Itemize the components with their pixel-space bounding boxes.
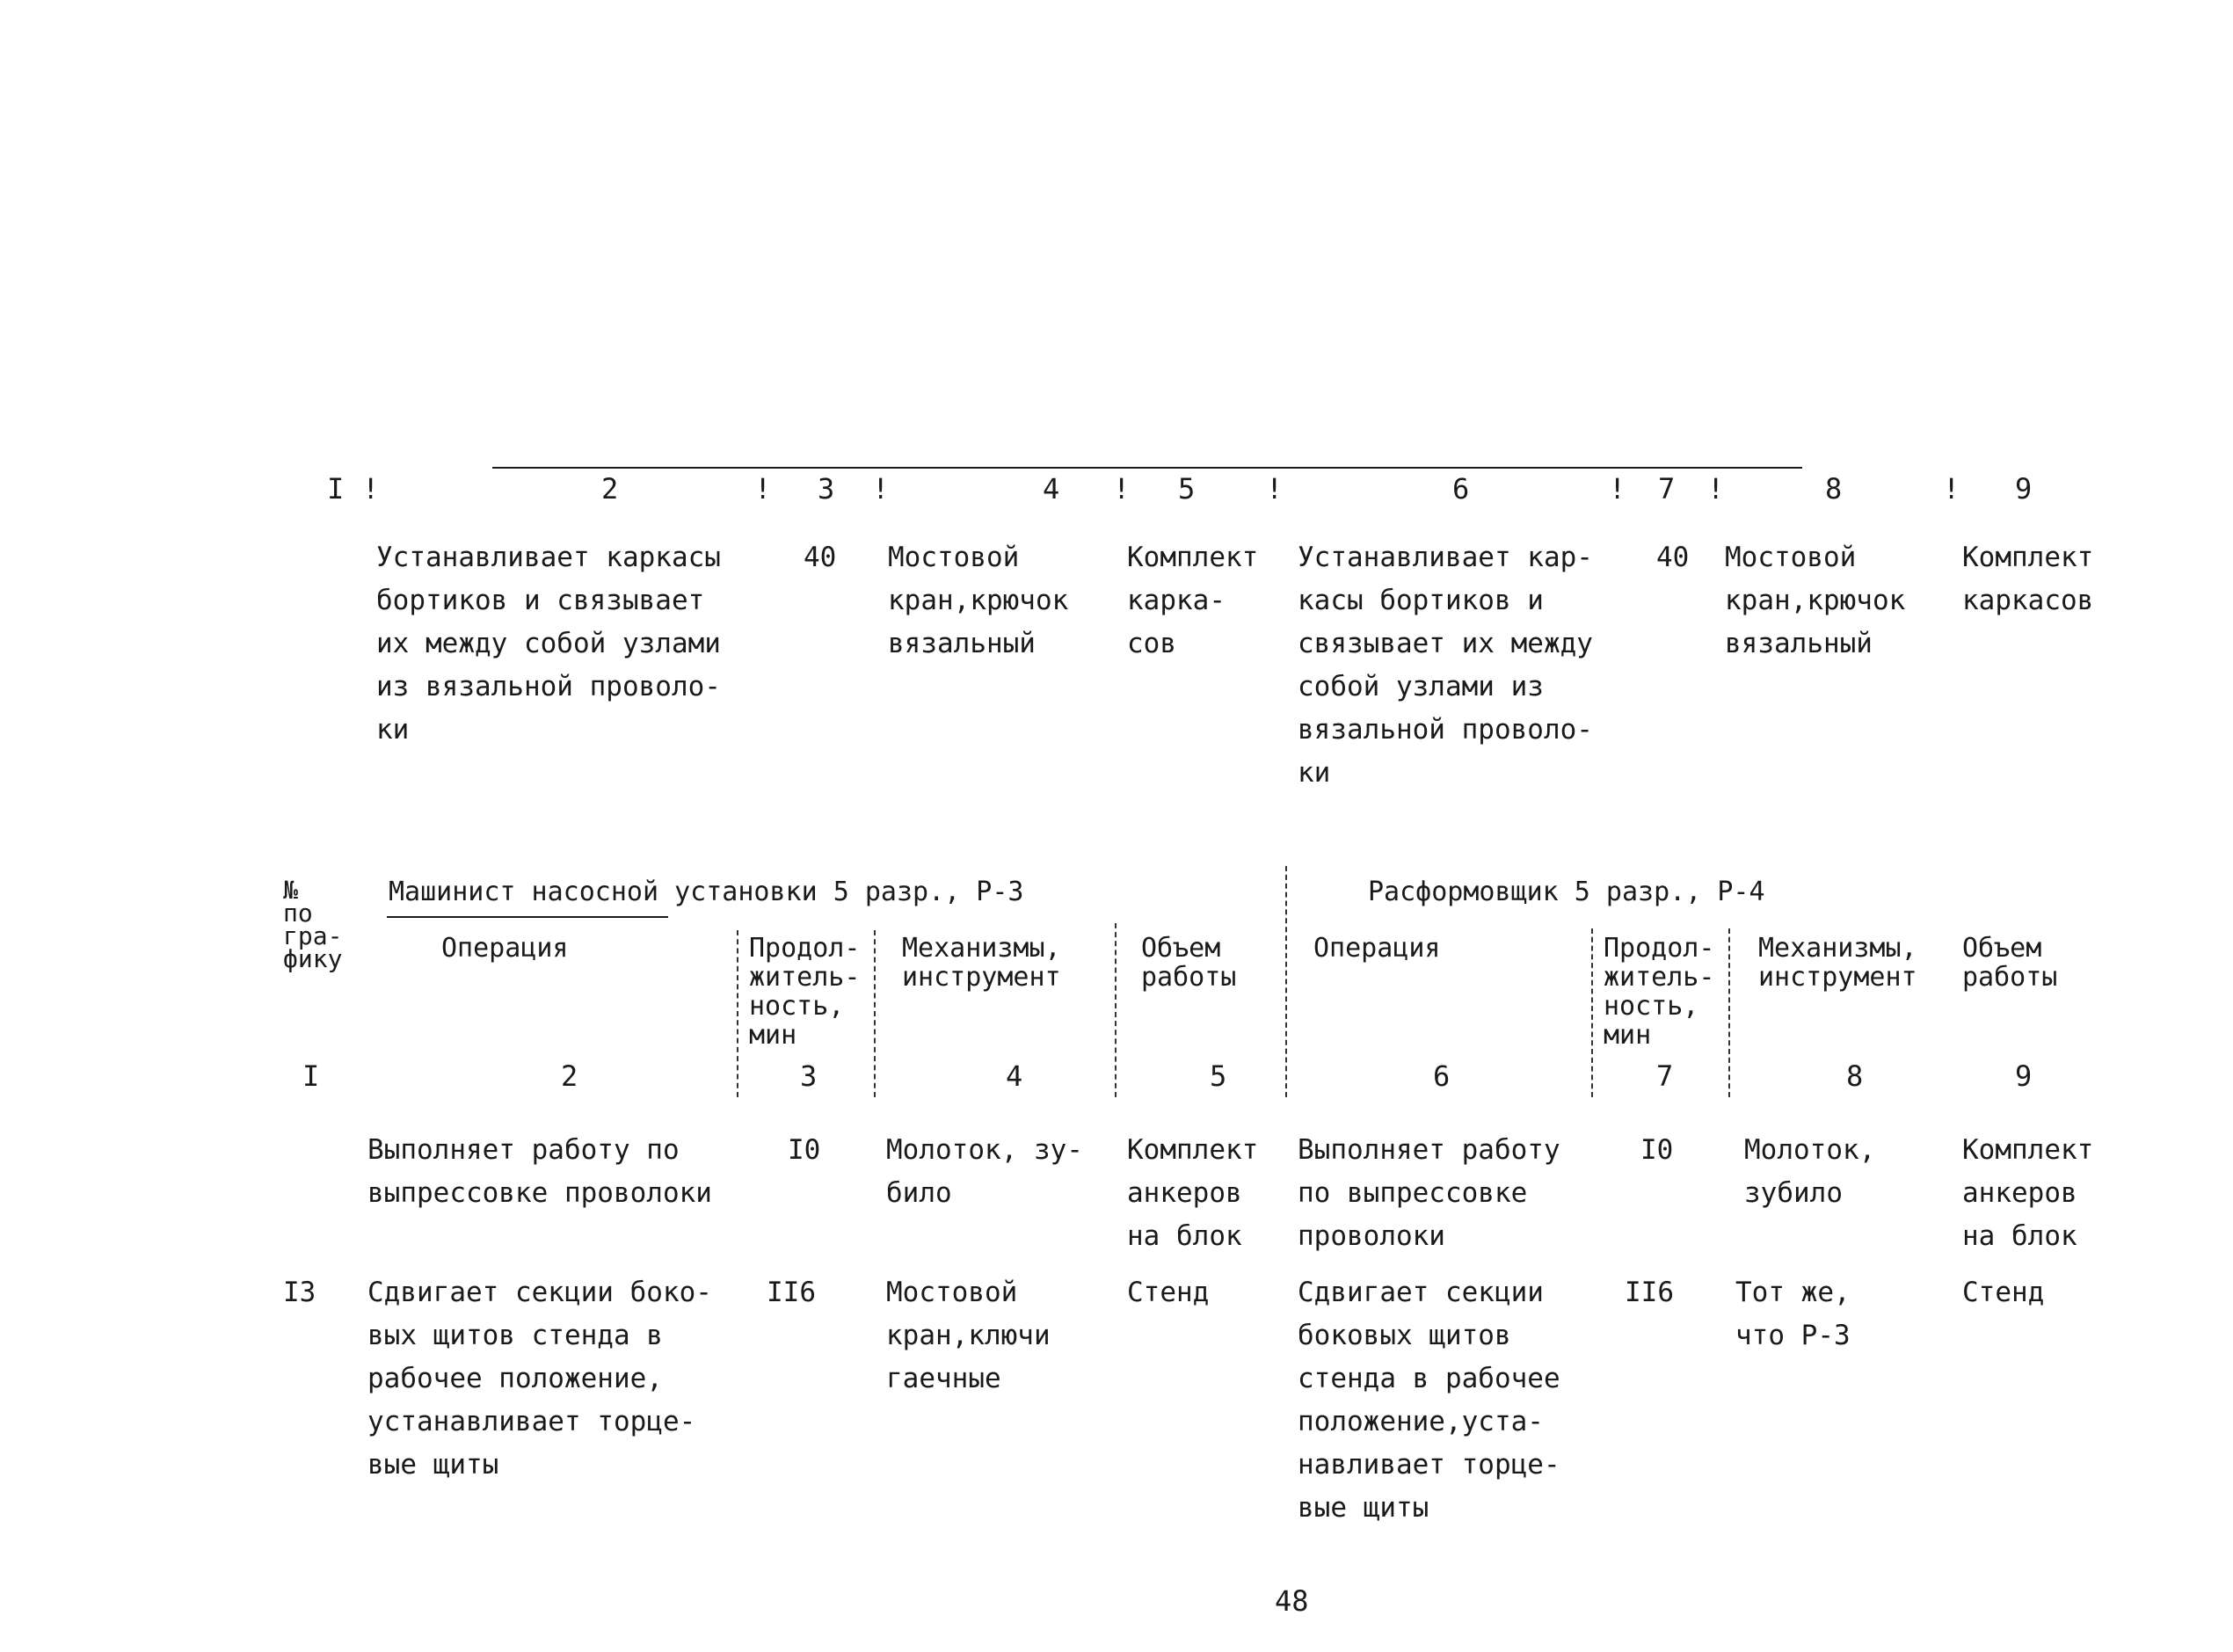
col-num-8: 8	[1846, 1059, 1864, 1093]
col-num-1: I	[302, 1059, 320, 1093]
operation-left: Сдвигает секции боко- вых щитов стенда в рабочее положение, устанавливает торце- вые щиты	[367, 1277, 712, 1481]
role-right-title: Расформовщик 5 разр., Р-4	[1368, 877, 1765, 907]
col-num-9: 9	[2015, 1059, 2033, 1093]
column-divider	[1591, 928, 1593, 1097]
header-volume-left: Объем работы	[1141, 933, 1237, 993]
row-number: I3	[283, 1277, 316, 1308]
top-volume-left: Комплект карка- сов	[1127, 542, 1259, 659]
duration-right: II6	[1625, 1277, 1674, 1308]
tools-left: Мостовой кран,ключи гаечные	[886, 1277, 1051, 1394]
top-col-num-1: I	[327, 472, 345, 506]
top-duration-left: 40	[804, 542, 837, 573]
top-col-num-8: 8	[1825, 472, 1843, 506]
column-divider	[1285, 866, 1287, 1097]
top-tools-left: Мостовой кран,крючок вязальный	[888, 542, 1069, 659]
top-col-num-9: 9	[2015, 472, 2033, 506]
header-row-number: № по гра- фику	[283, 876, 343, 973]
top-operation-right: Устанавливает кар- касы бортиков и связывает их между собой узлами из вязальной проволо- ки	[1298, 542, 1593, 789]
col-num-4: 4	[1006, 1059, 1023, 1093]
top-col-num-6: 6	[1452, 472, 1470, 506]
top-col-num-4: 4	[1043, 472, 1060, 506]
tools-right: Молоток, зубило	[1744, 1134, 1876, 1209]
top-col-sep: !	[754, 472, 772, 506]
top-duration-right: 40	[1656, 542, 1690, 573]
top-operation-left: Устанавливает каркасы бортиков и связывает их между собой узлами из вязальной проволо- ки	[376, 542, 721, 746]
column-divider	[874, 930, 876, 1097]
role-left-underline	[387, 916, 668, 918]
header-volume-right: Объем работы	[1962, 933, 2058, 993]
operation-right: Сдвигает секции боковых щитов стенда в рабочее положение,уста- навливает торце- вые щиты	[1298, 1277, 1560, 1524]
top-col-sep: !	[362, 472, 380, 506]
header-operation-right: Операция	[1313, 933, 1441, 964]
header-tools-right: Механизмы, инструмент	[1758, 933, 1917, 993]
top-col-sep: !	[1266, 472, 1284, 506]
col-num-5: 5	[1210, 1059, 1227, 1093]
top-col-sep: !	[1609, 472, 1626, 506]
top-col-sep: !	[1113, 472, 1131, 506]
column-divider	[1728, 928, 1730, 1097]
top-volume-right: Комплект каркасов	[1962, 542, 2094, 616]
role-left-title: Машинист насосной установки 5 разр., Р-3	[389, 877, 1024, 907]
volume-right: Стенд	[1962, 1277, 2045, 1308]
operation-right: Выполняет работу по выпрессовке проволоки	[1298, 1134, 1560, 1252]
duration-left: I0	[788, 1134, 821, 1166]
duration-left: II6	[767, 1277, 816, 1308]
top-header-rule	[492, 467, 1802, 469]
top-col-sep: !	[1943, 472, 1960, 506]
duration-right: I0	[1640, 1134, 1674, 1166]
header-tools-left: Механизмы, инструмент	[902, 933, 1061, 993]
header-duration-left: Продол- житель- ность, мин	[749, 933, 861, 1051]
top-col-num-3: 3	[818, 472, 835, 506]
volume-right: Комплект анкеров на блок	[1962, 1134, 2094, 1252]
top-col-num-7: 7	[1658, 472, 1676, 506]
top-tools-right: Мостовой кран,крючок вязальный	[1725, 542, 1906, 659]
top-col-sep: !	[872, 472, 890, 506]
tools-right: Тот же, что Р-3	[1735, 1277, 1851, 1351]
col-num-6: 6	[1433, 1059, 1451, 1093]
volume-left: Стенд	[1127, 1277, 1210, 1308]
col-num-2: 2	[561, 1059, 578, 1093]
header-operation-left: Операция	[441, 933, 569, 964]
column-divider	[1115, 923, 1116, 1097]
page-number: 48	[1275, 1584, 1309, 1618]
operation-left: Выполняет работу по выпрессовке проволоки	[367, 1134, 712, 1209]
col-num-3: 3	[800, 1059, 818, 1093]
volume-left: Комплект анкеров на блок	[1127, 1134, 1259, 1252]
tools-left: Молоток, зу- било	[886, 1134, 1083, 1209]
header-duration-right: Продол- житель- ность, мин	[1604, 933, 1715, 1051]
top-col-sep: !	[1707, 472, 1725, 506]
col-num-7: 7	[1656, 1059, 1674, 1093]
column-divider	[737, 930, 738, 1097]
top-col-num-5: 5	[1178, 472, 1196, 506]
top-col-num-2: 2	[601, 472, 619, 506]
